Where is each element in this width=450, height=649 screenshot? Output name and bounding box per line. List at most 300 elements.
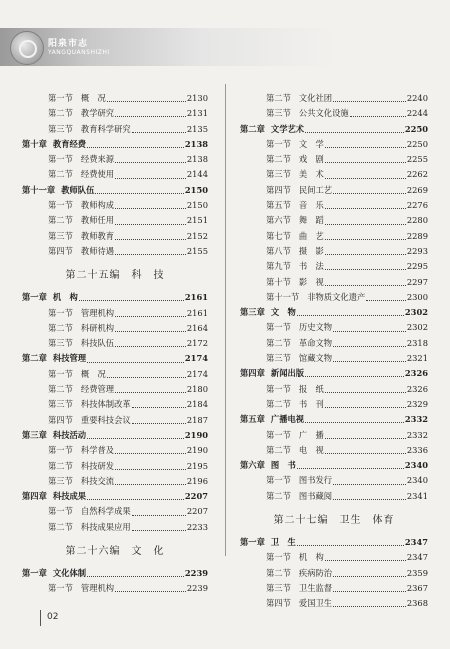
entry-page: 2190 [186, 445, 208, 456]
entry-page: 2326 [406, 383, 428, 394]
entry-title: 教师队伍 [61, 184, 95, 195]
entry-number: 第四节 [48, 245, 73, 256]
entry-title: 美 术 [298, 169, 324, 180]
entry-page: 2190 [184, 429, 208, 440]
entry-title: 书 刊 [298, 398, 324, 409]
entry-number: 第四节 [266, 184, 291, 195]
entry-number: 第一节 [48, 583, 73, 594]
toc-section-entry[interactable] [240, 138, 428, 153]
book-title: 阳泉市志 [48, 39, 89, 49]
book-subtitle: YANGQUANSHIZHI [48, 49, 110, 56]
entry-page: 2367 [406, 582, 428, 593]
entry-title: 电 视 [298, 444, 324, 455]
entry-title: 文化社团 [298, 93, 333, 103]
entry-page: 2347 [404, 537, 428, 548]
entry-title: 经费使用 [80, 169, 115, 180]
entry-title: 历史文物 [298, 322, 333, 333]
toc-section-entry[interactable] [240, 444, 428, 459]
toc-chapter-entry[interactable] [22, 490, 208, 505]
entry-number: 第三节 [48, 399, 73, 410]
entry-page: 2318 [406, 337, 428, 348]
entry-title: 教学研究 [80, 108, 115, 119]
entry-number: 第二节 [48, 384, 73, 395]
entry-number: 第十章 [22, 138, 47, 149]
toc-left-column [22, 92, 208, 598]
entry-number: 第一节 [266, 322, 291, 333]
entry-page: 2207 [186, 506, 208, 517]
entry-title: 爱国卫生 [298, 598, 333, 609]
toc-chapter-entry[interactable] [240, 413, 428, 428]
toc-section-entry[interactable] [22, 460, 208, 475]
entry-title: 文学艺术 [270, 123, 305, 134]
toc-chapter-entry[interactable] [240, 306, 428, 321]
dot-leader [115, 453, 186, 454]
entry-title: 教育经费 [52, 138, 87, 149]
dot-leader [325, 392, 406, 393]
entry-number: 第三章 [22, 429, 47, 440]
entry-number: 第四章 [22, 491, 47, 502]
dot-leader [132, 530, 186, 531]
entry-number: 第一章 [22, 292, 47, 303]
entry-page: 2280 [406, 215, 428, 226]
entry-number: 第十一章 [22, 184, 56, 195]
toc-section-entry[interactable] [240, 567, 428, 582]
dot-leader [333, 331, 406, 332]
dot-leader [325, 178, 406, 179]
dot-leader [325, 453, 406, 454]
dot-leader [87, 576, 184, 577]
entry-number: 第一章 [240, 537, 265, 548]
entry-title: 卫 生 [270, 537, 296, 548]
toc-section-entry[interactable] [22, 123, 208, 138]
dot-leader [297, 545, 404, 546]
dot-leader [115, 224, 186, 225]
dot-leader [350, 116, 406, 117]
dot-leader [297, 468, 404, 469]
entry-page: 2244 [406, 108, 428, 119]
entry-page: 2196 [186, 475, 208, 486]
entry-title: 影 视 [298, 276, 324, 287]
toc-section-entry[interactable] [240, 490, 428, 505]
entry-number: 第二节 [48, 108, 73, 119]
entry-title: 教师教育 [80, 230, 115, 241]
entry-title: 摄 影 [298, 245, 324, 256]
entry-number: 第三章 [240, 307, 265, 318]
toc-right-column [240, 92, 428, 613]
dot-leader [366, 300, 406, 301]
column-divider [225, 84, 226, 556]
dot-leader [297, 315, 404, 316]
entry-title: 疾病防治 [298, 567, 333, 578]
part-heading: 第二十五编 科 技 [65, 270, 165, 282]
dot-leader [132, 423, 186, 424]
entry-number: 第一章 [22, 568, 47, 579]
entry-page: 2293 [406, 245, 428, 256]
dot-leader [115, 346, 186, 347]
entry-title: 机 构 [52, 292, 78, 303]
dot-leader [115, 591, 186, 592]
dot-leader [87, 362, 184, 363]
toc-section-entry[interactable] [240, 291, 428, 306]
entry-number: 第二节 [266, 154, 291, 165]
toc-section-entry[interactable] [240, 337, 428, 352]
toc-section-entry[interactable] [240, 260, 428, 275]
entry-page: 2161 [186, 307, 208, 318]
toc-chapter-entry[interactable] [22, 567, 208, 582]
entry-title: 图书发行 [298, 475, 333, 486]
entry-title: 文 物 [270, 307, 296, 318]
entry-page: 2347 [406, 552, 428, 563]
toc-section-entry[interactable] [240, 168, 428, 183]
dot-leader [305, 132, 404, 133]
toc-section-entry[interactable] [22, 505, 208, 520]
dot-leader [333, 499, 406, 500]
dot-leader [115, 239, 186, 240]
entry-number: 第一节 [48, 445, 73, 456]
entry-title: 科研机构 [80, 322, 115, 333]
dot-leader [115, 178, 186, 179]
toc-chapter-entry[interactable] [240, 367, 428, 382]
dot-leader [132, 132, 186, 133]
dot-leader [115, 254, 186, 255]
toc-section-entry[interactable] [22, 245, 208, 260]
entry-page: 2239 [184, 568, 208, 579]
entry-title: 馆藏文物 [298, 353, 333, 364]
dot-leader [132, 407, 186, 408]
entry-number: 第三节 [266, 582, 291, 593]
entry-number: 第一节 [48, 506, 73, 517]
toc-section-entry[interactable] [22, 230, 208, 245]
entry-page: 2131 [186, 108, 208, 119]
entry-title: 曲 艺 [298, 230, 324, 241]
entry-number: 第十一节 [266, 291, 300, 302]
entry-title: 科技成果应用 [80, 521, 131, 532]
entry-title: 音 乐 [298, 200, 324, 211]
entry-title: 科技成果 [52, 491, 87, 502]
entry-title: 自然科学成果 [80, 506, 131, 517]
entry-page: 2152 [186, 230, 208, 241]
toc-section-entry[interactable] [240, 551, 428, 566]
entry-number: 第四节 [266, 598, 291, 609]
toc-section-entry[interactable] [240, 383, 428, 398]
toc-section-entry[interactable] [22, 383, 208, 398]
entry-number: 第三节 [48, 123, 73, 134]
entry-page: 2255 [406, 154, 428, 165]
entry-number: 第三节 [266, 108, 291, 119]
entry-number: 第二章 [22, 353, 47, 364]
dot-leader [115, 392, 186, 393]
entry-page: 2250 [406, 138, 428, 149]
entry-title: 概 况 [80, 93, 106, 103]
entry-title: 戏 剧 [298, 154, 324, 165]
entry-page: 2295 [406, 261, 428, 272]
toc-section-entry[interactable] [240, 214, 428, 229]
entry-page: 2321 [406, 353, 428, 364]
dot-leader [107, 377, 186, 378]
entry-number: 第三节 [266, 353, 291, 364]
entry-page: 2300 [406, 291, 428, 302]
entry-number: 第九节 [266, 261, 291, 272]
entry-number: 第一节 [266, 429, 291, 440]
toc-section-entry[interactable] [240, 199, 428, 214]
entry-title: 科技研发 [80, 460, 115, 471]
dot-leader [132, 515, 186, 516]
entry-page: 2130 [186, 93, 208, 103]
dot-leader [95, 193, 184, 194]
toc-section-entry[interactable] [22, 521, 208, 536]
entry-title: 书 法 [298, 261, 324, 272]
entry-page: 2138 [186, 154, 208, 165]
entry-number: 第一节 [48, 368, 73, 379]
entry-title: 机 构 [298, 552, 324, 563]
entry-title: 民间工艺 [298, 184, 333, 195]
toc-section-entry[interactable] [240, 474, 428, 489]
dot-leader [115, 208, 186, 209]
entry-number: 第三节 [48, 338, 73, 349]
toc-section-entry[interactable] [22, 307, 208, 322]
entry-page: 2340 [406, 475, 428, 486]
entry-page: 2239 [186, 583, 208, 594]
dot-leader [115, 469, 186, 470]
entry-title: 科学普及 [80, 445, 115, 456]
entry-number: 第一节 [266, 383, 291, 394]
toc-section-entry[interactable] [240, 398, 428, 413]
entry-page: 2332 [406, 429, 428, 440]
entry-title: 新闻出版 [270, 368, 305, 379]
toc-section-entry[interactable] [240, 107, 428, 122]
toc-chapter-entry[interactable] [22, 184, 208, 199]
entry-page: 2150 [186, 200, 208, 211]
toc-section-entry[interactable] [240, 230, 428, 245]
toc-section-entry[interactable] [240, 582, 428, 597]
dot-leader [325, 147, 406, 148]
entry-title: 经费来源 [80, 154, 115, 165]
toc-section-entry[interactable] [22, 337, 208, 352]
entry-page: 2138 [184, 138, 208, 149]
dot-leader [87, 147, 184, 148]
entry-page: 2207 [184, 491, 208, 502]
entry-number: 第二节 [48, 322, 73, 333]
dot-leader [115, 316, 186, 317]
toc-section-entry[interactable] [240, 92, 428, 107]
entry-page: 2269 [406, 184, 428, 195]
dot-leader [305, 422, 404, 423]
entry-page: 2174 [184, 353, 208, 364]
toc-section-entry[interactable] [22, 444, 208, 459]
entry-number: 第二节 [266, 398, 291, 409]
entry-page: 2174 [186, 368, 208, 379]
entry-page: 2184 [186, 399, 208, 410]
toc-section-entry[interactable] [22, 398, 208, 413]
entry-page: 2161 [184, 292, 208, 303]
toc-chapter-entry[interactable] [22, 352, 208, 367]
entry-number: 第一节 [48, 200, 73, 211]
entry-page: 2302 [406, 322, 428, 333]
toc-section-entry[interactable] [240, 245, 428, 260]
toc-section-entry[interactable] [240, 597, 428, 612]
toc-chapter-entry[interactable] [22, 429, 208, 444]
entry-page: 2144 [186, 169, 208, 180]
entry-number: 第八节 [266, 245, 291, 256]
entry-number: 第三节 [48, 475, 73, 486]
entry-page: 2368 [406, 598, 428, 609]
dot-leader [333, 193, 406, 194]
dot-leader [87, 438, 184, 439]
entry-title: 报 纸 [298, 383, 324, 394]
entry-title: 管理机构 [80, 307, 115, 318]
entry-page: 2187 [186, 414, 208, 425]
entry-number: 第一节 [48, 93, 73, 103]
entry-page: 2276 [406, 200, 428, 211]
entry-title: 图 书 [270, 460, 296, 471]
toc-section-entry[interactable] [240, 184, 428, 199]
toc-section-entry[interactable] [22, 199, 208, 214]
entry-number: 第二节 [48, 215, 73, 226]
entry-title: 科技交流 [80, 475, 115, 486]
entry-title: 教师待遇 [80, 245, 115, 256]
dot-leader [325, 162, 406, 163]
entry-number: 第二节 [48, 460, 73, 471]
dot-leader [333, 576, 406, 577]
entry-title: 科技活动 [52, 429, 87, 440]
dot-leader [333, 591, 406, 592]
entry-number: 第六节 [266, 215, 291, 226]
dot-leader [79, 300, 184, 301]
entry-number: 第二节 [266, 490, 291, 501]
entry-page: 2340 [404, 460, 428, 471]
toc-section-entry[interactable] [22, 414, 208, 429]
toc-chapter-entry[interactable] [22, 138, 208, 153]
toc-chapter-entry[interactable] [240, 536, 428, 551]
entry-page: 2297 [406, 276, 428, 287]
entry-number: 第十节 [266, 276, 291, 287]
entry-title: 教师构成 [80, 200, 115, 211]
toc-section-entry[interactable] [22, 107, 208, 122]
entry-page: 2250 [404, 123, 428, 134]
page-number: 02 [47, 612, 59, 622]
dot-leader [325, 254, 406, 255]
entry-number: 第一节 [266, 138, 291, 149]
entry-number: 第二节 [48, 169, 73, 180]
toc-chapter-entry[interactable] [240, 459, 428, 474]
toc-chapter-entry[interactable] [22, 291, 208, 306]
dot-leader [333, 101, 406, 102]
dot-leader [115, 162, 186, 163]
toc-chapter-entry[interactable] [240, 123, 428, 138]
entry-title: 教师任用 [80, 215, 115, 226]
toc-section-entry[interactable] [22, 92, 208, 107]
toc-section-entry[interactable] [22, 322, 208, 337]
dot-leader [107, 101, 186, 102]
entry-number: 第六章 [240, 460, 265, 471]
toc-section-entry[interactable] [22, 168, 208, 183]
entry-page: 2155 [186, 245, 208, 256]
dot-leader [325, 208, 406, 209]
entry-number: 第一节 [266, 475, 291, 486]
entry-page: 2262 [406, 169, 428, 180]
entry-title: 舞 蹈 [298, 215, 324, 226]
entry-number: 第三节 [266, 169, 291, 180]
entry-number: 第二节 [266, 444, 291, 455]
entry-page: 2135 [186, 123, 208, 134]
dot-leader [87, 499, 184, 500]
entry-page: 2233 [186, 521, 208, 532]
entry-title: 公共文化设施 [298, 108, 349, 119]
toc-section-entry[interactable] [240, 153, 428, 168]
entry-page: 2302 [404, 307, 428, 318]
footer-rule [40, 610, 41, 626]
entry-number: 第二节 [266, 93, 291, 103]
entry-page: 2164 [186, 322, 208, 333]
entry-title: 科技队伍 [80, 338, 115, 349]
entry-title: 文化体制 [52, 568, 87, 579]
toc-section-entry[interactable] [22, 214, 208, 229]
toc-section-entry[interactable] [240, 276, 428, 291]
entry-page: 2359 [406, 567, 428, 578]
entry-title: 教育科学研究 [80, 123, 131, 134]
entry-page: 2195 [186, 460, 208, 471]
dot-leader [115, 331, 186, 332]
entry-number: 第四章 [240, 368, 265, 379]
entry-page: 2329 [406, 398, 428, 409]
entry-page: 2332 [404, 414, 428, 425]
logo-emblem-icon [10, 31, 44, 65]
toc-section-entry[interactable] [22, 368, 208, 383]
entry-title: 重要科技会议 [80, 414, 131, 425]
entry-number: 第二节 [266, 567, 291, 578]
toc-section-entry[interactable] [240, 321, 428, 336]
toc-section-entry[interactable] [22, 153, 208, 168]
part-heading: 第二十七编 卫生 体育 [273, 515, 395, 527]
dot-leader [325, 285, 406, 286]
entry-page: 2240 [406, 93, 428, 103]
toc-section-entry[interactable] [240, 352, 428, 367]
dot-leader [325, 560, 406, 561]
entry-page: 2289 [406, 230, 428, 241]
entry-number: 第五章 [240, 414, 265, 425]
entry-title: 科技体制改革 [80, 399, 131, 410]
dot-leader [325, 438, 406, 439]
entry-title: 广播电视 [270, 414, 305, 425]
part-heading: 第二十六编 文 化 [65, 546, 165, 558]
entry-page: 2326 [404, 368, 428, 379]
entry-title: 管理机构 [80, 583, 115, 594]
entry-title: 经费管理 [80, 384, 115, 395]
entry-title: 文 学 [298, 138, 324, 149]
entry-number: 第一节 [48, 154, 73, 165]
entry-number: 第一节 [48, 307, 73, 318]
toc-section-entry[interactable] [240, 429, 428, 444]
entry-page: 2180 [186, 384, 208, 395]
dot-leader [115, 116, 186, 117]
entry-number: 第七节 [266, 230, 291, 241]
entry-title: 科技管理 [52, 353, 87, 364]
entry-number: 第二章 [240, 123, 265, 134]
dot-leader [115, 484, 186, 485]
entry-title: 革命文物 [298, 337, 333, 348]
dot-leader [325, 269, 406, 270]
toc-section-entry[interactable] [22, 475, 208, 490]
toc-section-entry[interactable] [22, 582, 208, 597]
dot-leader [333, 484, 406, 485]
entry-page: 2341 [406, 490, 428, 501]
entry-page: 2151 [186, 215, 208, 226]
dot-leader [305, 376, 404, 377]
entry-number: 第二节 [266, 337, 291, 348]
dot-leader [325, 224, 406, 225]
entry-title: 广 播 [298, 429, 324, 440]
entry-number: 第三节 [48, 230, 73, 241]
